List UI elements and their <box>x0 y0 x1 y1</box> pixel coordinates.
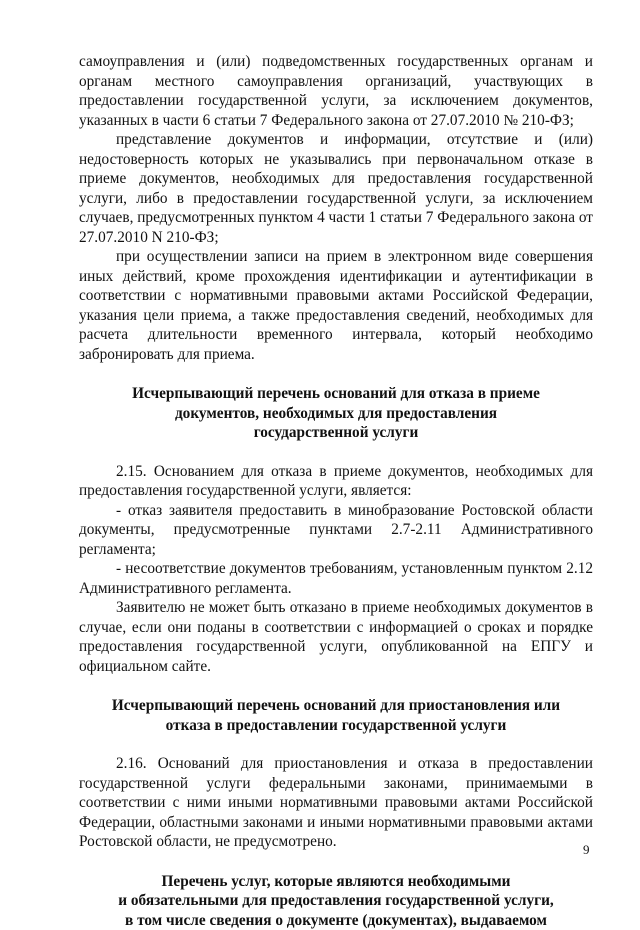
spacer <box>79 364 593 384</box>
document-page <box>79 52 593 930</box>
page-number: 9 <box>583 842 590 858</box>
heading-next-line-2: и обязательными для предоставления государственной услуги, <box>118 892 553 909</box>
spacer <box>79 735 593 754</box>
paragraph-2-15-note: Заявителю не может быть отказано в приеме необходимых документов в случае, если они поданы в соответствии с информацией о сроках и порядке предоставления государственной услуги, опубликованной на ЕПГУ и официальном сайте. <box>79 598 593 676</box>
heading-2-16 <box>79 696 593 735</box>
paragraph-2-15-intro: 2.15. Основанием для отказа в приеме документов, необходимых для предоставления государственной услуги, является: <box>79 462 593 501</box>
heading-next-line-3: в том числе сведения о документе (документах), выдаваемом <box>125 912 547 929</box>
heading-2-15-line-3: государственной услуги <box>254 424 419 441</box>
heading-next-line-1: Перечень услуг, которые являются необходимыми <box>162 873 511 890</box>
heading-2-16-line-1: Исчерпывающий перечень оснований для приостановления или <box>112 697 560 714</box>
heading-2-15 <box>79 384 593 443</box>
heading-2-16-line-2: отказа в предоставлении государственной услуги <box>166 717 507 734</box>
heading-next-section <box>79 872 593 930</box>
paragraph-top-2: представление документов и информации, отсутствие и (или) недостоверность которых не указывались при первоначальном отказе в приеме документов, необходимых для предоставления государственной услуги, либо в предоставлении государственной услуги, за исключением случаев, предусмотренных пунктом 4 части 1 статьи 7 Федерального закона от 27.07.2010 N 210-ФЗ; <box>79 130 593 247</box>
heading-2-15-line-1: Исчерпывающий перечень оснований для отказа в приеме <box>132 385 540 402</box>
paragraph-top-1: самоуправления и (или) подведомственных государственных органам и органам местного самоуправления организаций, участвующих в предоставлении государственной услуги, за исключением документов, указанных в части 6 статьи 7 Федерального закона от 27.07.2010 № 210-ФЗ; <box>79 52 593 130</box>
heading-2-15-line-2: документов, необходимых для предоставления <box>175 405 497 422</box>
paragraph-2-15-item-2: - несоответствие документов требованиям, установленным пунктом 2.12 Административного регламента. <box>79 559 593 598</box>
spacer <box>79 852 593 872</box>
paragraph-2-16: 2.16. Оснований для приостановления и отказа в предоставлении государственной услуги федеральными законами, принимаемыми в соответствии с ними иными нормативными правовыми актами Российской Федерации, областными законами и иными нормативными правовыми актами Ростовской области, не предусмотрено. <box>79 754 593 852</box>
spacer <box>79 676 593 696</box>
spacer <box>79 443 593 462</box>
paragraph-2-15-item-1: - отказ заявителя предоставить в минобразование Ростовской области документы, предусмотренные пунктами 2.7-2.11 Административного регламента; <box>79 501 593 560</box>
paragraph-top-3: при осуществлении записи на прием в электронном виде совершения иных действий, кроме прохождения идентификации и аутентификации в соответствии с нормативными правовыми актами Российской Федерации, указания цели приема, а также предоставления сведений, необходимых для расчета длительности временного интервала, который необходимо забронировать для приема. <box>79 247 593 364</box>
